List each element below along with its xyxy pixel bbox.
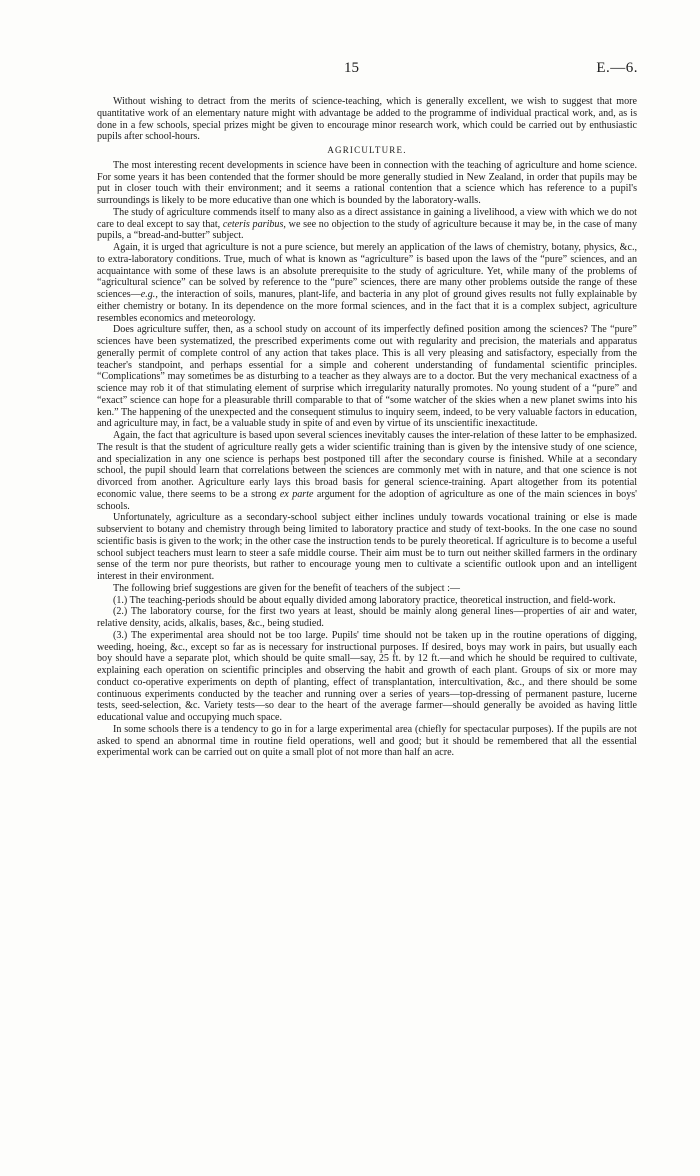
- page-number: 15: [344, 60, 359, 76]
- paragraph: The most interesting recent developments in science have been in connection with the teaching of agriculture and home science. For some years it has been contended that the former should be more generally studied in New Zealand, in order that pupils may be put in closer touch with their environment; and it seems a rational contention that a science which has reference to a pupil's surroundings is likely to be more educative than one which is bounded by the laboratory-walls.: [97, 159, 637, 206]
- paragraph: The study of agriculture commends itself to many also as a direct assistance in gaining a livelihood, a view with which we do not care to deal except to say that, ceteris paribus, we see no objection to the study of agriculture because it may be, in the case of many pupils, a “bread-and-butter” subject.: [97, 206, 637, 242]
- list-item: (3.) The experimental area should not be too large. Pupils' time should not be taken up in the routine operations of digging, weeding, hoeing, &c., except so far as is necessary for instructional purposes. If desired, boys may work in pairs, but usually each boy should have a separate plot, which should be quite small—say, 25 ft. by 12 ft.—and which he should be required to cultivate, explaining each operation on scientific principles and observing the habit and growth of each plant. Groups of six or more may conduct co-operative experiments on depth of planting, effect of transplantation, intercultivation, &c., and there should be some continuous experiments conducted by the teacher and running over a series of years—top-dressing of permanent pasture, lucerne tests, seed-selection, &c. Variety tests—so dear to the heart of the average farmer—should generally be avoided as having little educational value and occupying much space.: [97, 629, 637, 723]
- list-item: (2.) The laboratory course, for the first two years at least, should be mainly along general lines—properties of air and water, relative density, acids, alkalis, bases, &c., being studied.: [97, 606, 637, 629]
- paragraph: Unfortunately, agriculture as a secondary-school subject either inclines unduly towards vocational training or else is made subservient to botany and chemistry through being limited to laboratory practice and study of text-books. In the one case no sound scientific basis is given to the work; in the other case the instruction tends to be purely theoretical. If agriculture is to become a useful school subject teachers must learn to steer a safe middle course. Their aim must be to turn out neither skilled farmers in the ordinary sense of the term nor pure theorists, but rather to encourage young men to cultivate a scientific outlook upon and an intelligent interest in their environment.: [97, 512, 637, 582]
- paragraph: The following brief suggestions are given for the benefit of teachers of the subject :—: [113, 582, 461, 594]
- page-body: [97, 96, 637, 759]
- list-item: (1.) The teaching-periods should be about equally divided among laboratory practice, theoretical instruction, and field-work.: [113, 594, 616, 606]
- paragraph: In some schools there is a tendency to go in for a large experimental area (chiefly for spectacular purposes). If the pupils are not asked to spend an abnormal time in routine field operations, well and good; but it should be remembered that all the essential experimental work can be carried out on quite a small plot of not more than half an acre.: [97, 723, 637, 759]
- paragraph: Again, it is urged that agriculture is not a pure science, but merely an application of the laws of chemistry, botany, physics, &c., to extra-laboratory conditions. True, much of what is known as “agriculture” is based upon the laws of the “pure” sciences, and an acquaintance with some of these laws is an absolute prerequisite to the study of agriculture. Yet, while many of the problems of “agricultural science” can be solved by reference to the “pure” sciences, there are many other problems outside the range of these sciences—e.g., the interaction of soils, manures, plant-life, and bacteria in any plot of ground gives results not fully explainable by either chemistry or botany. In its dependence on the more formal sciences, and in the fact that it is a complex subject, agriculture resembles economics and meteorology.: [97, 242, 637, 324]
- document-reference: E.—6.: [596, 60, 638, 76]
- page-header: [0, 60, 700, 80]
- paragraph: Does agriculture suffer, then, as a school study on account of its imperfectly defined position among the sciences? The “pure” sciences have been systematized, the prescribed experiments come out with regularity and precision, the materials and apparatus generally permit of complete control of any action that takes place. This is all very pleasing and satisfactory, especially from the teacher's standpoint, and perhaps essential for a simple and coherent understanding of fundamental scientific principles. “Complications” may sometimes be as disturbing to a teacher as they always are to a doctor. But the very mechanical exactness of a science may rob it of that stimulating element of surprise which irregularity naturally promotes. No young student of a “pure” and “exact” science can hope for a pleasurable thrill comparable to that of “some watcher of the skies when a new planet swims into his ken.” The happening of the unexpected and the consequent stimulus to inquiry seem, indeed, to be very valuable factors in education, and agriculture may, in fact, be a valuable study in spite of and even by virtue of its unscientific inexactitude.: [97, 324, 637, 430]
- paragraph: Again, the fact that agriculture is based upon several sciences inevitably causes the inter-relation of these latter to be emphasized. The result is that the student of agriculture really gets a wider scientific training than is given by the intensive study of one science, and specialization in any one science is perhaps best postponed till after the secondary course is finished. While at a secondary school, the pupil should learn that correlations between the sciences are commonly met with in nature, and that one science is not divorced from another. Agriculture early lays this broad basis for general science-training. Apart altogether from its potential economic value, there seems to be a strong ex parte argument for the adoption of agriculture as one of the main sciences in boys' schools.: [97, 430, 637, 512]
- paragraph: Without wishing to detract from the merits of science-teaching, which is generally excellent, we wish to suggest that more quantitative work of an elementary nature might with advantage be added to the programme of individual practical work, and, as is done in a few schools, special prizes might be given to encourage minor research work, which could be carried out by enthusiastic pupils after school-hours.: [97, 96, 637, 143]
- section-heading: AGRICULTURE.: [327, 145, 407, 155]
